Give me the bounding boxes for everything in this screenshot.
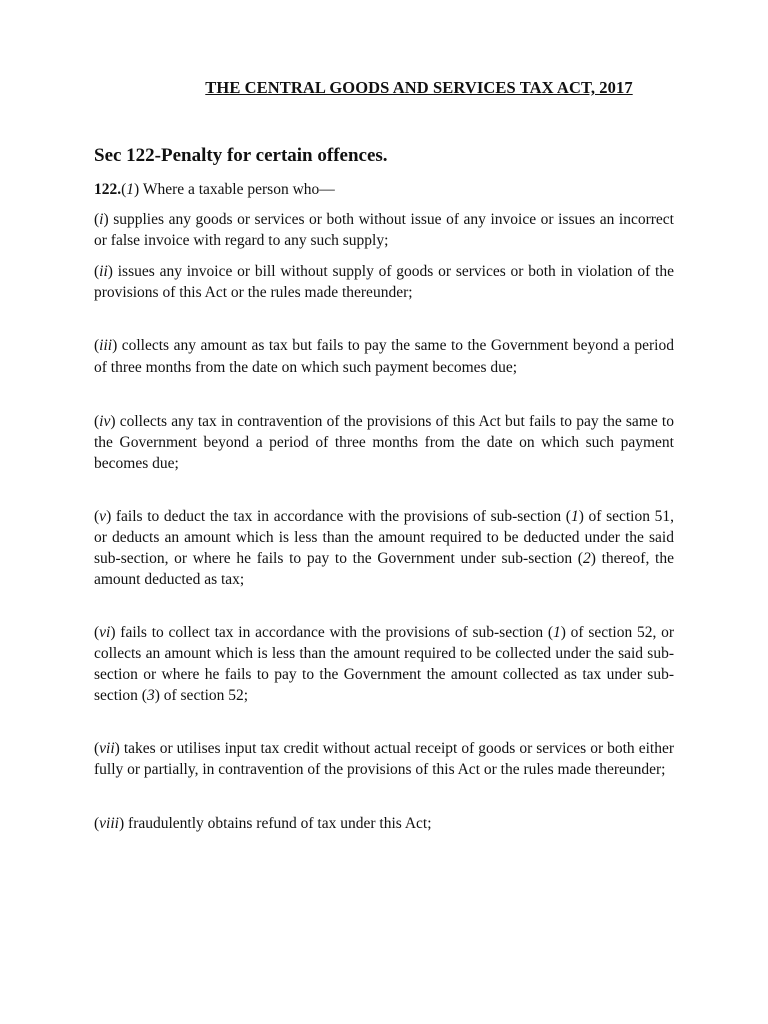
clause-numeral: viii [99,815,119,832]
clause-numeral: v [99,508,107,525]
clause-text: takes or utilises input tax credit without actual receipt of goods or services or both either fully or partially, in contravention of the provisions of this Act or the rules made thereunder; [94,740,674,778]
intro-text: Where a taxable person who— [139,181,335,198]
clause-numeral: iv [99,413,111,430]
clause-iii: (iii) collects any amount as tax but fails to pay the same to the Government beyond a period of three months from the date on which such payment becomes due; [94,337,674,376]
clause-numeral: ii [99,263,108,280]
document-title: THE CENTRAL GOODS AND SERVICES TAX ACT, 2017 [205,78,633,97]
clause-numeral: vii [99,740,115,757]
section-intro: 122.(1) Where a taxable person who— [94,181,335,198]
clause-ii: (ii) issues any invoice or bill without supply of goods or services or both in violation of the provisions of this Act or the rules made thereunder; [94,263,674,301]
clause-text: collects any amount as tax but fails to pay the same to the Government beyond a period of three months from the date on which such payment becomes due; [94,337,674,376]
clause-text: ) of section 52; [154,687,249,704]
clause-numeral: iii [99,337,113,354]
clause-iv: (iv) collects any tax in contravention of the provisions of this Act but fails to pay the same to the Government beyond a period of three months from the date on which such payment becomes due; [94,413,674,472]
clause-vi: (vi) fails to collect tax in accordance with the provisions of sub-section (1) of section 52, or collects an amount which is less than the amount required to be collected under the said sub-section or where he fails to pay to the Government the amount collected as tax under sub-section (3) of section 52; [94,624,675,704]
clause-text: collects any tax in contravention of the provisions of this Act but fails to pay the same to the Government beyond a period of three months from the date on which such payment becomes due; [94,413,674,472]
clause-i: (i) supplies any goods or services or both without issue of any invoice or issues an incorrect or false invoice with regard to any such supply; [94,211,674,249]
clause-numeral: vi [99,624,111,641]
subsection-ref: 1 [570,508,579,525]
subsection-ref: 3 [146,687,155,704]
clause-v: (v) fails to deduct the tax in accordance with the provisions of sub-section (1) of section 51, or deducts an amount which is less than the amount required to be deducted under the said sub-section, or where he fails to pay to the Government under sub-section (2) thereof, the amount deducted as tax; [94,508,674,588]
clause-text: fails to collect tax in accordance with the provisions of sub-section ( [120,624,553,641]
clause-text: ) thereof, the amount deducted as tax; [94,550,674,588]
subsection-ref: 2 [582,550,591,567]
clause-viii: (viii) fraudulently obtains refund of tax under this Act; [94,815,432,832]
clause-text: issues any invoice or bill without supply of goods or services or both in violation of the provisions of this Act or the rules made thereunder; [94,263,674,301]
section-heading: Sec 122-Penalty for certain offences. [94,145,388,166]
clause-text: fraudulently obtains refund of tax under this Act; [128,815,432,832]
subsection-number: 1 [126,181,135,198]
clause-text: ) of section 51, or deducts an amount which is less than the amount required to be deducted under the said sub-section, or where he fails to pay to the Government under sub-section ( [94,508,674,567]
subsection-ref: 1 [553,624,561,641]
clause-text: supplies any goods or services or both without issue of any invoice or issues an incorrect or false invoice with regard to any such supply; [94,211,674,249]
clause-text: fails to deduct the tax in accordance with the provisions of sub-section ( [115,508,571,525]
section-number: 122. [94,181,122,198]
clause-numeral: i [99,211,104,228]
clause-vii: (vii) takes or utilises input tax credit without actual receipt of goods or services or both either fully or partially, in contravention of the provisions of this Act or the rules made thereunder; [94,740,674,778]
clause-text: ) of section 52, or collects an amount which is less than the amount required to be collected under the said sub-section or where he fails to pay to the Government the amount collected as tax under sub-section ( [94,624,675,704]
